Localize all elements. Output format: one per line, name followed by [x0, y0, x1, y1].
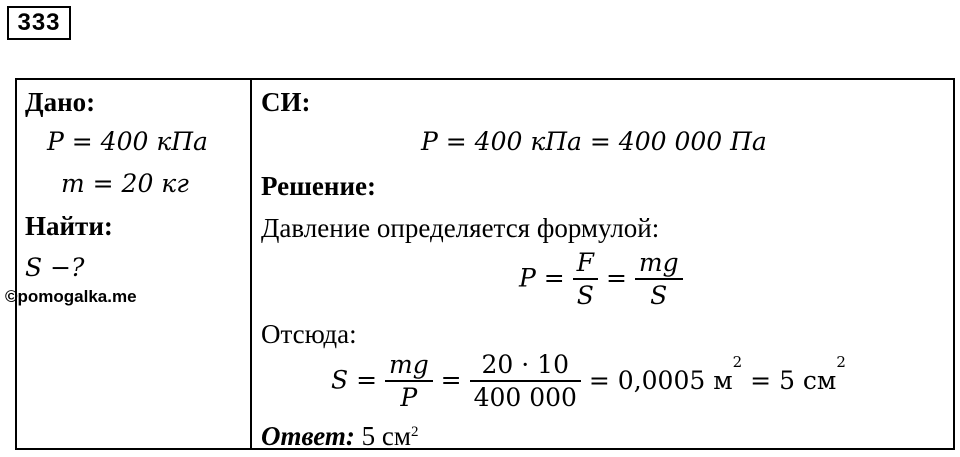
formula1-f-num: F — [573, 248, 598, 280]
problem-number: 333 — [7, 6, 71, 40]
si-conversion: P = 400 кПа = 400 000 Па — [421, 127, 767, 156]
find-area: S −? — [25, 253, 85, 282]
formula2-f-num: mg — [385, 350, 433, 382]
formula1-f-den: S — [576, 281, 594, 310]
watermark: ©pomogalka.me — [5, 287, 137, 306]
solution-text-hence: Отсюда: — [261, 319, 357, 349]
column-divider — [250, 80, 252, 448]
formula2-g-num: 20 · 10 — [470, 350, 581, 382]
formula1-g-den: S — [650, 281, 668, 310]
formula2-fraction-mg-p — [385, 350, 433, 414]
answer-superscript: 2 — [410, 424, 419, 440]
solution-table — [15, 78, 955, 450]
find-heading: Найти: — [25, 211, 113, 241]
formula1-eq: = — [605, 263, 627, 293]
formula1-g-num: mg — [635, 248, 683, 280]
solution-heading: Решение: — [261, 171, 376, 201]
formula2-fraction-numbers — [470, 350, 581, 414]
formula-pressure — [519, 248, 683, 312]
solution-text-formula-intro: Давление определяется формулой: — [261, 213, 660, 243]
si-heading: СИ: — [261, 87, 311, 117]
formula2-f-den: P — [400, 383, 418, 412]
formula2-g-den: 400 000 — [473, 383, 577, 412]
formula1-fraction-f-s — [573, 248, 598, 312]
formula2-lhs: S = — [331, 365, 378, 395]
given-pressure: P = 400 кПа — [47, 127, 208, 156]
formula1-fraction-mg-s — [635, 248, 683, 312]
answer — [261, 420, 418, 452]
formula2-eq: = — [440, 365, 462, 395]
given-heading: Дано: — [25, 87, 96, 117]
formula2-result: = 0,0005 $м^2 = 5$ $см^2$ — [588, 353, 846, 395]
given-mass: m = 20 кг — [61, 169, 189, 198]
answer-value: 5 см — [361, 421, 411, 451]
formula1-lhs: P = — [519, 263, 565, 293]
formula-area — [331, 350, 846, 414]
answer-label: Ответ: — [261, 421, 355, 451]
